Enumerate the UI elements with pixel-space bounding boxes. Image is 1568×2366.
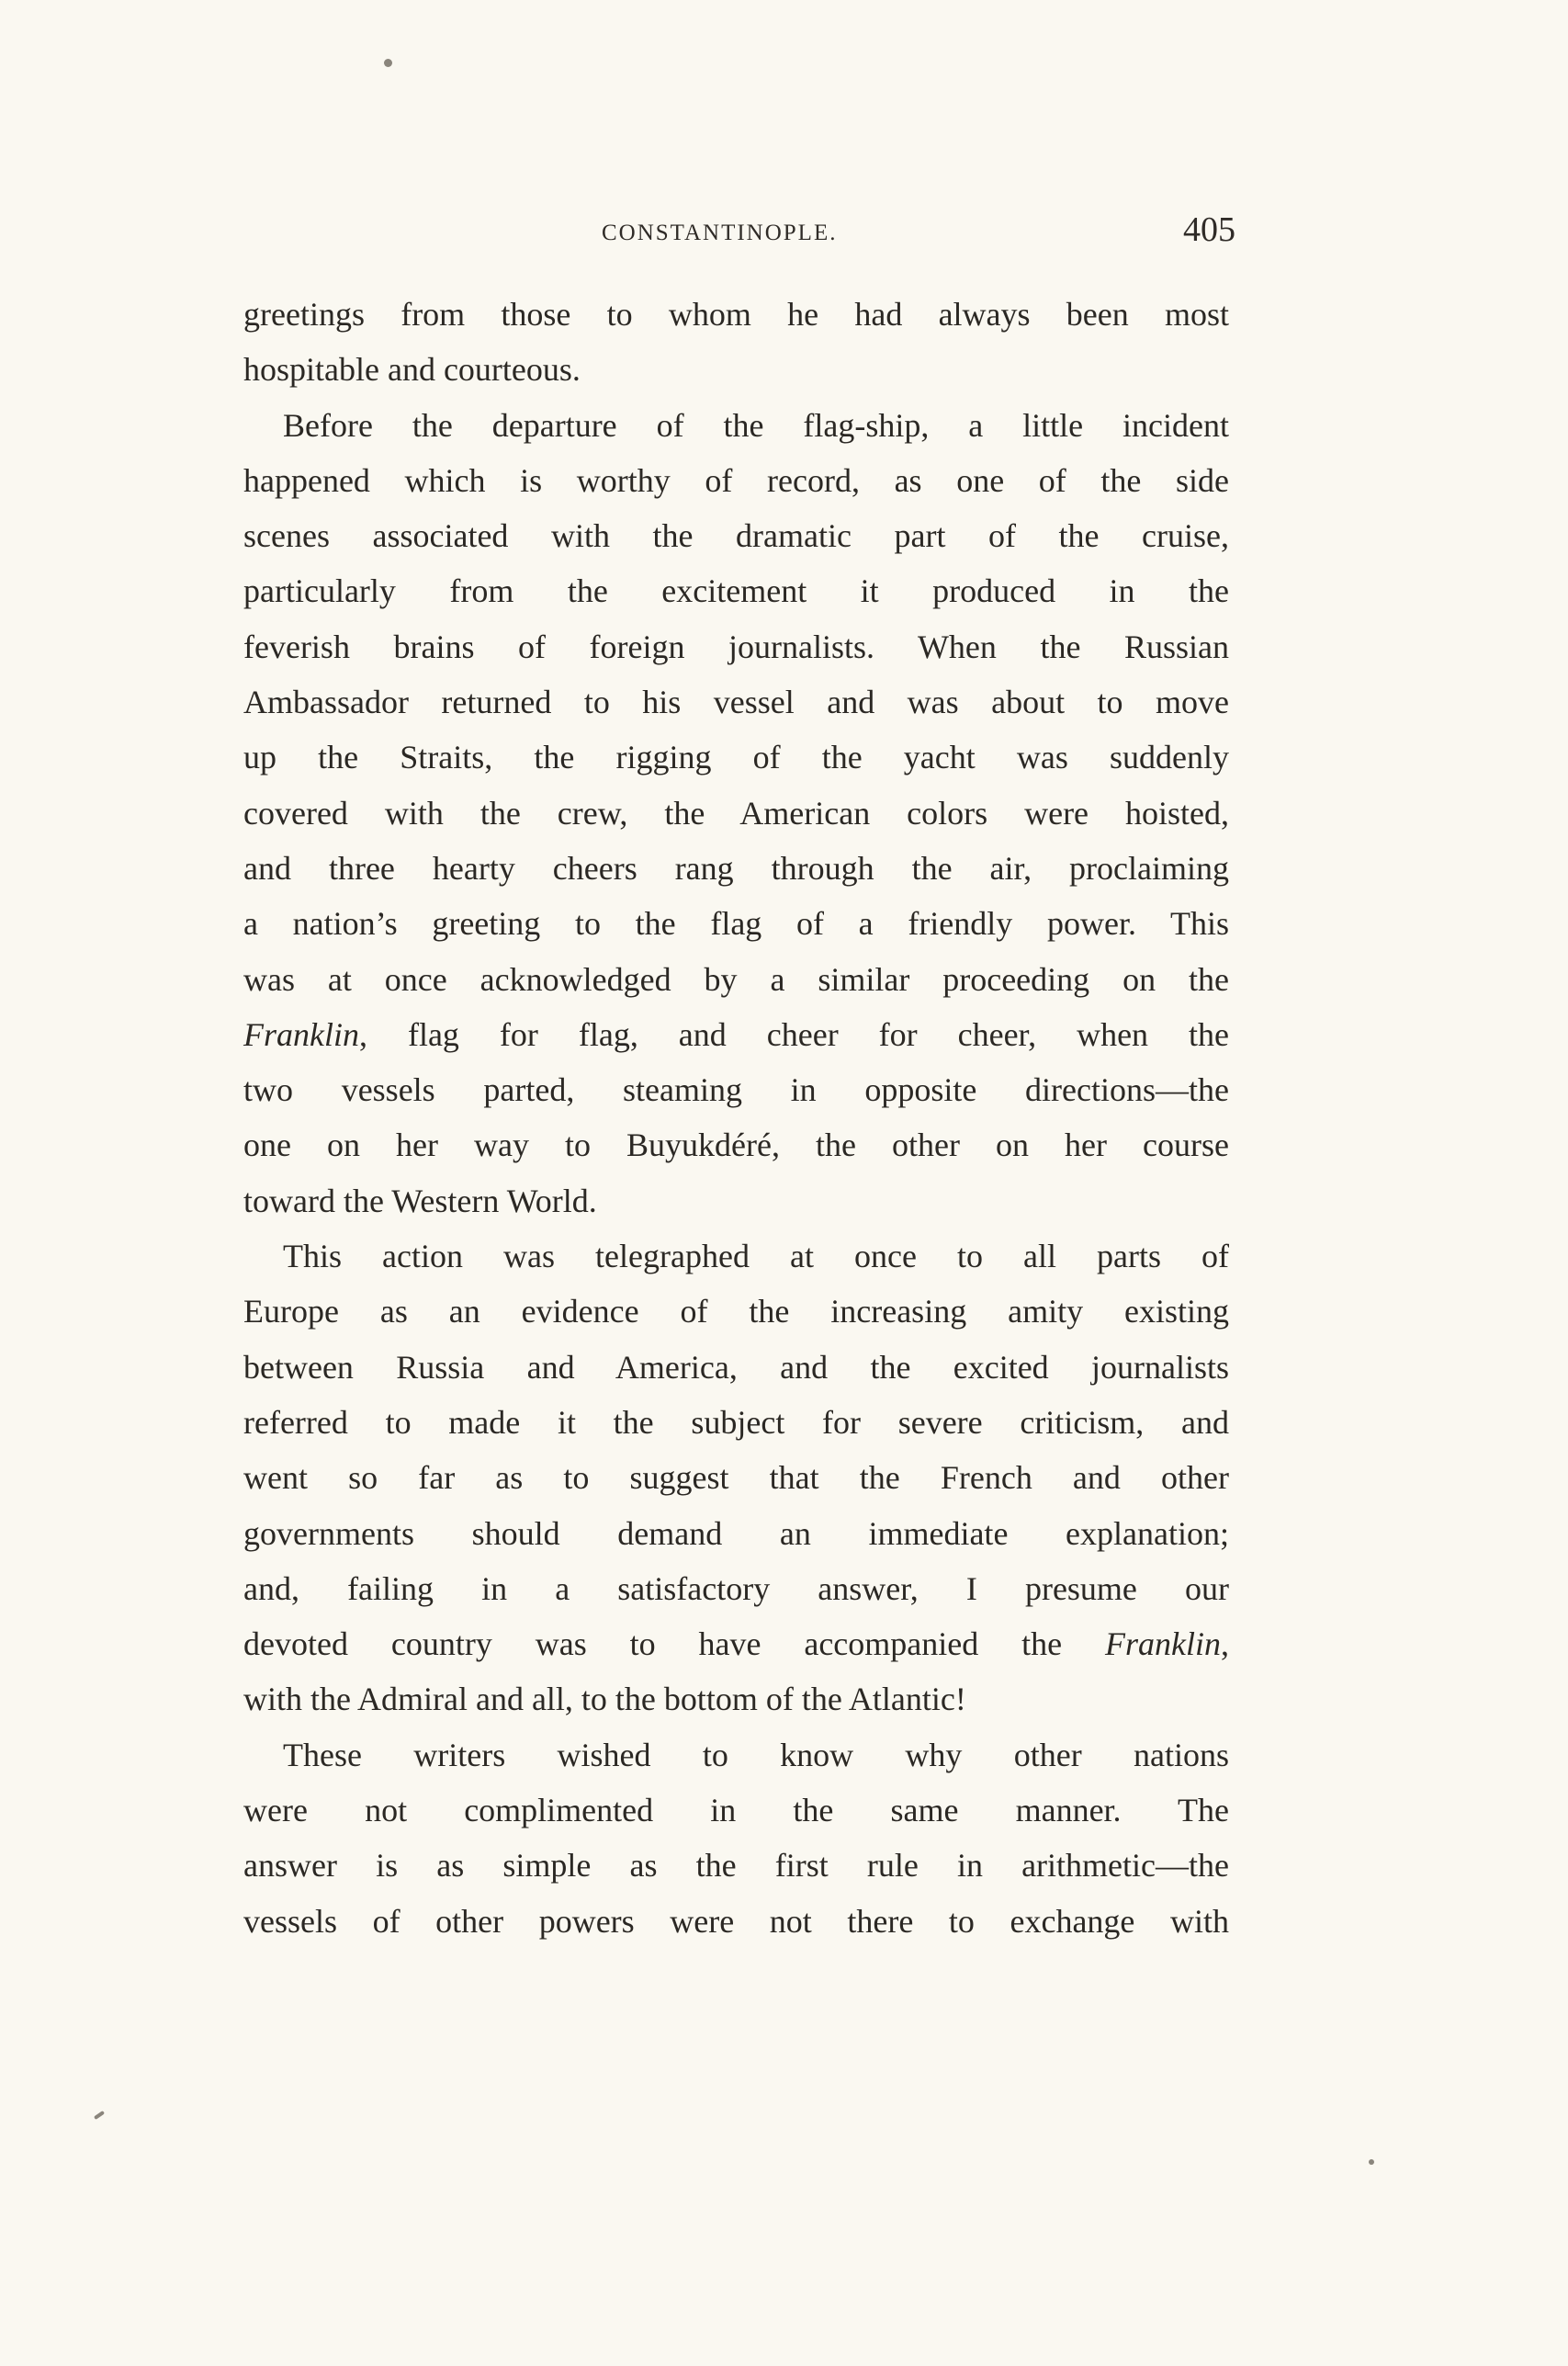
text-line: answer is as simple as the first rule in arithmetic—the — [243, 1847, 1229, 1885]
body-text — [243, 287, 1229, 1949]
text-line: a nation’s greeting to the flag of a friendly power. This — [243, 905, 1229, 943]
text-line: Ambassador returned to his vessel and was about to move — [243, 684, 1229, 721]
text-line: happened which is worthy of record, as one of the side — [243, 461, 1229, 499]
text-line: Europe as an evidence of the increasing amity existing — [243, 1293, 1229, 1330]
text-line: covered with the crew, the American colors were hoisted, — [243, 794, 1229, 832]
ink-speck — [94, 2111, 105, 2120]
text-line: went so far as to suggest that the French and other — [243, 1459, 1229, 1497]
page-number: 405 — [1183, 210, 1235, 249]
text-line: referred to made it the subject for severe criticism, and — [243, 1403, 1229, 1441]
text-line: were not complimented in the same manner. The — [243, 1792, 1229, 1829]
text-line: Franklin, flag for flag, and cheer for cheer, when the — [243, 1015, 1229, 1053]
text-line: Before the departure of the flag-ship, a little incident — [283, 406, 1229, 444]
text-line: and, failing in a satisfactory answer, I presume our — [243, 1569, 1229, 1607]
text-line: was at once acknowledged by a similar proceeding on the — [243, 960, 1229, 998]
text-line: feverish brains of foreign journalists. When the Russian — [243, 628, 1229, 665]
text-line: and three hearty cheers rang through the air, proclaiming — [243, 849, 1229, 887]
text-line: greetings from those to whom he had always been most — [243, 296, 1229, 333]
ink-speck — [384, 59, 392, 67]
text-line: hospitable and courteous. — [243, 351, 581, 389]
text-line: This action was telegraphed at once to all parts of — [283, 1238, 1229, 1275]
text-line: devoted country was to have accompanied the Franklin, — [243, 1625, 1229, 1663]
text-line: particularly from the excitement it produced in the — [243, 572, 1229, 610]
text-line: two vessels parted, steaming in opposite directions—the — [243, 1071, 1229, 1109]
text-line: These writers wished to know why other nations — [283, 1736, 1229, 1773]
ink-speck — [1369, 2159, 1374, 2165]
ship-name-italic: Franklin — [243, 1015, 359, 1053]
text-line: up the Straits, the rigging of the yacht was suddenly — [243, 739, 1229, 776]
text-line: governments should demand an immediate explanation; — [243, 1514, 1229, 1552]
text-line: between Russia and America, and the excited journalists — [243, 1348, 1229, 1386]
text-line: toward the Western World. — [243, 1182, 597, 1219]
text-line: scenes associated with the dramatic part of the cruise, — [243, 517, 1229, 555]
page-header — [243, 209, 1235, 265]
text-line: with the Admiral and all, to the bottom of the Atlantic! — [243, 1681, 966, 1718]
text-line: vessels of other powers were not there to exchange with — [243, 1902, 1229, 1940]
ship-name-italic: Franklin — [1105, 1625, 1221, 1663]
text-line: one on her way to Buyukdéré, the other on her course — [243, 1126, 1229, 1164]
running-head: CONSTANTINOPLE. — [602, 221, 838, 245]
